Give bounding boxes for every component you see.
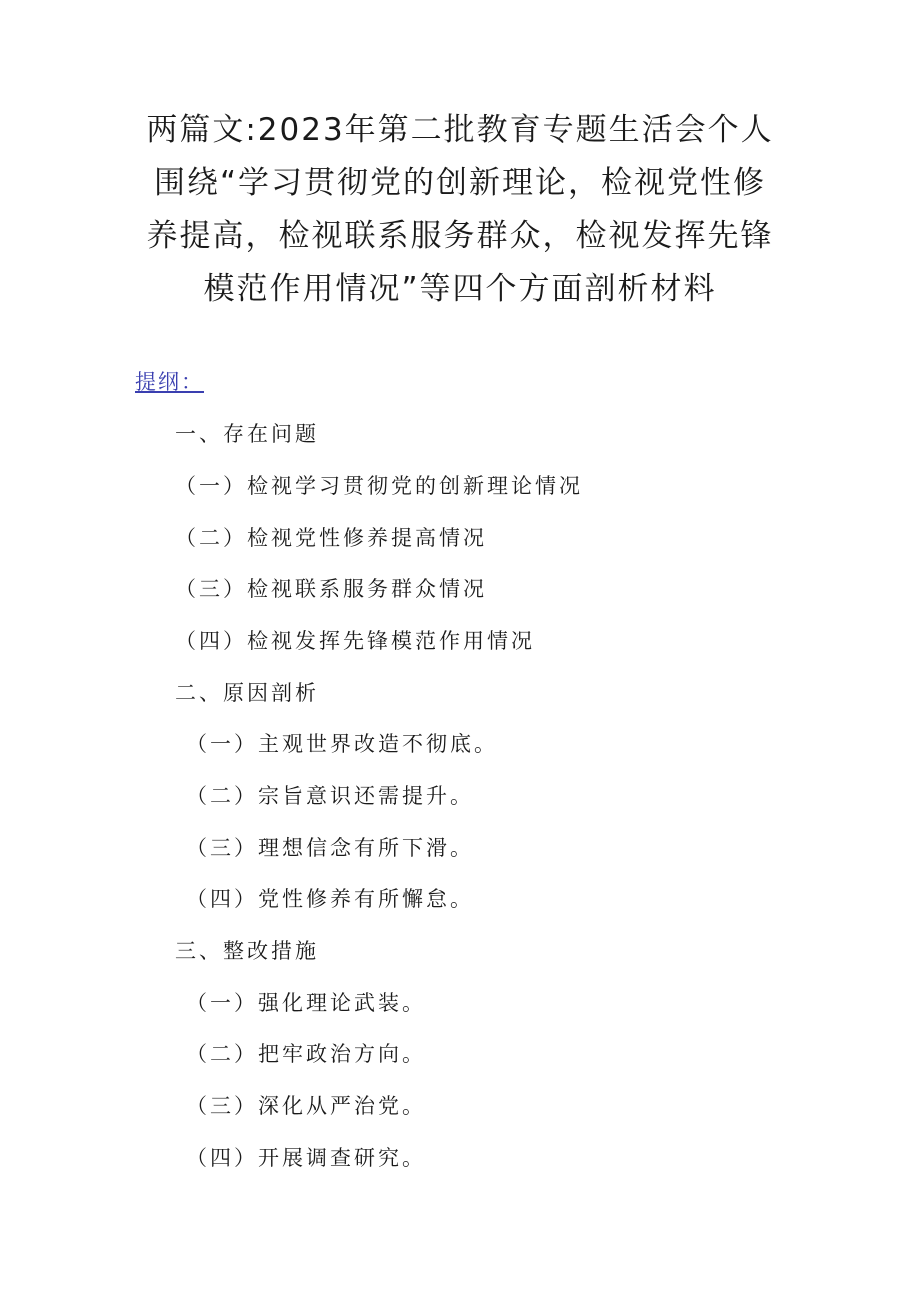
- outline-item: （二）检视党性修养提高情况: [175, 526, 487, 550]
- outline-item: （一）强化理论武装。: [186, 991, 426, 1015]
- outline-item: （一）检视学习贯彻党的创新理论情况: [175, 474, 583, 498]
- outline-item: （一）主观世界改造不彻底。: [186, 732, 498, 756]
- section-heading-causes: 二、原因剖析: [175, 681, 319, 705]
- title-line: 两篇文:2023年第二批教育专题生活会个人: [146, 112, 774, 148]
- outline-item: （四）开展调查研究。: [186, 1146, 426, 1170]
- title-line: 养提高，检视联系服务群众，检视发挥先锋: [146, 218, 774, 254]
- outline-item: （四）党性修养有所懈怠。: [186, 887, 474, 911]
- outline-item: （四）检视发挥先锋模范作用情况: [175, 629, 535, 653]
- outline-item: （三）检视联系服务群众情况: [175, 577, 487, 601]
- outline-item: （二）宗旨意识还需提升。: [186, 784, 474, 808]
- document-title: [60, 104, 860, 316]
- title-line: 围绕“学习贯彻党的创新理论，检视党性修: [153, 165, 767, 201]
- outline-item: （二）把牢政治方向。: [186, 1042, 426, 1066]
- title-line: 模范作用情况”等四个方面剖析材料: [203, 271, 717, 307]
- outline-item: （三）深化从严治党。: [186, 1094, 426, 1118]
- section-heading-problems: 一、存在问题: [175, 422, 319, 446]
- outline-item: （三）理想信念有所下滑。: [186, 836, 474, 860]
- section-heading-measures: 三、整改措施: [175, 939, 319, 963]
- outline-label: 提纲：: [135, 370, 204, 394]
